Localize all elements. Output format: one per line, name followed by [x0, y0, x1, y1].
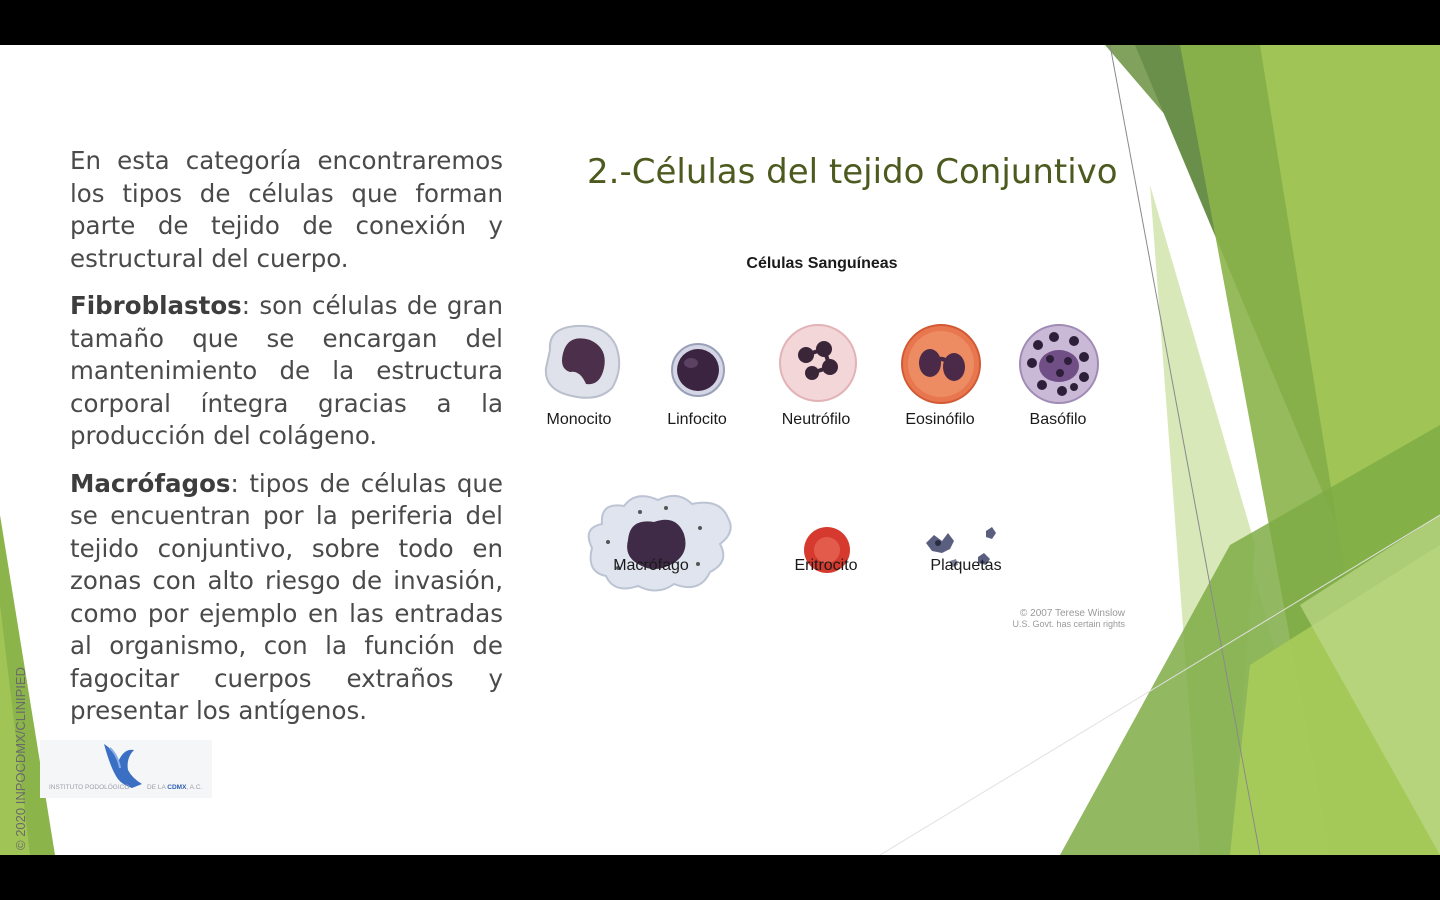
cell-label-macrofago: Macrófago: [613, 557, 689, 574]
credit-line-1: © 2007 Terese Winslow: [1019, 608, 1125, 619]
body-text: [70, 145, 503, 743]
basophil-image: [1018, 323, 1100, 405]
fibroblastos-text: : son células de gran tamaño que se encargan del mantenimiento de la estructura corporal íntegra gracias a la producción del colágeno.: [70, 291, 503, 450]
cell-label-basofilo: Basófilo: [1029, 411, 1087, 428]
cell-label-linfocito: Linfocito: [667, 411, 727, 428]
macrophage-image: [580, 488, 736, 598]
fibroblastos-paragraph: [70, 290, 503, 453]
cell-label-neutrofilo: Neutrófilo: [781, 411, 851, 428]
blood-cells-figure: [530, 245, 1140, 645]
logo-text-ac: , A.C.: [186, 784, 203, 791]
lymphocyte-image: [670, 342, 726, 398]
intro-paragraph: En esta categoría encontraremos los tipos de células que forman parte de tejido de conexión y estructural del cuerpo.: [70, 146, 503, 273]
macrofagos-text: : tipos de células que se encuentran por la periferia del tejido conjuntivo, sobre todo en zonas con alto riesgo de invasión, como por ejemplo en las entradas al organismo, con la función de fagocitar cuerpos extraños y presentar los antígenos.: [70, 468, 503, 725]
cell-label-eosinofilo: Eosinófilo: [905, 411, 975, 428]
slide: [0, 45, 1440, 855]
neutrophil-image: [778, 323, 858, 403]
image-credit: [960, 609, 1125, 629]
cell-label-monocito: Monocito: [546, 411, 612, 428]
winged-foot-icon: [98, 740, 144, 790]
logo-text-de-la: DE LA: [147, 784, 168, 791]
term-macrofagos: Macrófagos: [70, 468, 231, 498]
cell-label-plaquetas: Plaquetas: [930, 557, 1002, 574]
cell-label-eritrocito: Eritrocito: [794, 557, 858, 574]
eosinophil-image: [900, 323, 982, 405]
logo-text: [49, 784, 202, 791]
figure-title: Células Sanguíneas: [746, 255, 898, 272]
institute-logo: [40, 740, 212, 798]
logo-text-institute: INSTITUTO PODOLÓGICO: [49, 784, 130, 791]
logo-text-cdmx: CDMX: [167, 784, 187, 791]
term-fibroblastos: Fibroblastos: [70, 291, 242, 320]
slide-title: 2.-Células del tejido Conjuntivo: [587, 152, 1118, 192]
macrofagos-paragraph: [70, 468, 503, 728]
credit-line-2: U.S. Govt. has certain rights: [1012, 619, 1125, 629]
monocyte-image: [540, 320, 624, 404]
copyright-text: © 2020 INPOCDMX/CLINIPIED: [13, 667, 28, 850]
